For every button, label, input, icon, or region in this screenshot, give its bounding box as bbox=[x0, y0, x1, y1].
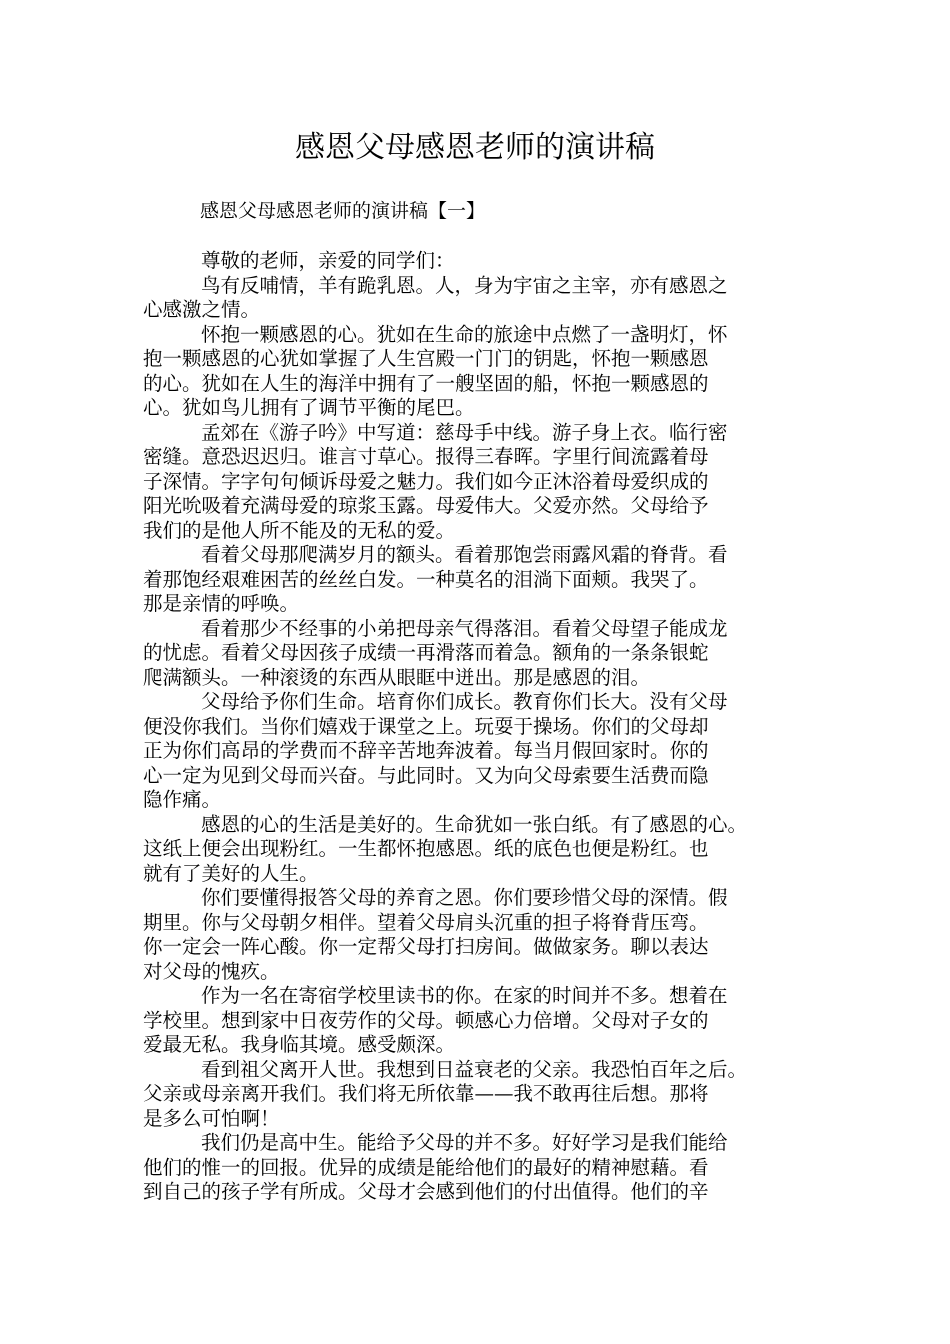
paragraph-line: 心一定为见到父母而兴奋。与此同时。又为向父母索要生活费而隐 bbox=[143, 763, 709, 787]
paragraph-line: 那是亲情的呼唤。 bbox=[143, 592, 300, 615]
paragraph-line: 便没你我们。当你们嬉戏于课堂之上。玩耍于操场。你们的父母却 bbox=[143, 714, 709, 738]
page-title: 感恩父母感恩老师的演讲稿 bbox=[295, 130, 655, 165]
paragraph-line: 的心。犹如在人生的海洋中拥有了一艘坚固的船，怀抱一颗感恩的 bbox=[143, 371, 709, 395]
paragraph bbox=[143, 617, 813, 691]
paragraph-line: 尊敬的老师，亲爱的同学们： bbox=[201, 249, 455, 272]
paragraph-line: 父亲或母亲离开我们。我们将无所依靠——我不敢再往后想。那将 bbox=[143, 1082, 709, 1105]
paragraph-line: 爬满额头。一种滚烫的东西从眼眶中迸出。那是感恩的泪。 bbox=[143, 665, 651, 689]
paragraph-line: 怀抱一颗感恩的心。犹如在生命的旅途中点燃了一盏明灯，怀 bbox=[201, 322, 728, 346]
paragraph-line: 是多么可怕啊！ bbox=[143, 1106, 280, 1130]
paragraph-line: 的忧虑。看着父母因孩子成绩一再滑落而着急。额角的一条条银蛇 bbox=[143, 641, 709, 664]
paragraph-line: 心。犹如鸟儿拥有了调节平衡的尾巴。 bbox=[143, 396, 475, 419]
paragraph bbox=[143, 886, 813, 984]
paragraph bbox=[143, 690, 813, 813]
paragraph-line: 到自己的孩子学有所成。父母才会感到他们的付出值得。他们的辛 bbox=[143, 1180, 709, 1203]
paragraph-line: 学校里。想到家中日夜劳作的父母。顿感心力倍增。父母对子女的 bbox=[143, 1008, 709, 1032]
paragraph-line: 看着那少不经事的小弟把母亲气得落泪。看着父母望子能成龙 bbox=[201, 616, 728, 640]
paragraph bbox=[143, 543, 813, 617]
paragraph-line: 感恩的心的生活是美好的。生命犹如一张白纸。有了感恩的心。 bbox=[201, 812, 748, 836]
paragraph-line: 这纸上便会出现粉红。一生都怀抱感恩。纸的底色也便是粉红。也 bbox=[143, 837, 709, 860]
paragraph-line: 着那饱经艰难困苦的丝丝白发。一种莫名的泪淌下面颊。我哭了。 bbox=[143, 567, 709, 591]
paragraph bbox=[143, 274, 813, 323]
paragraph bbox=[143, 421, 813, 544]
paragraph-line: 鸟有反哺情，羊有跪乳恩。人，身为宇宙之主宰，亦有感恩之 bbox=[201, 273, 728, 297]
paragraph-line: 看到祖父离开人世。我想到日益衰老的父亲。我恐怕百年之后。 bbox=[201, 1057, 748, 1081]
paragraph-line: 你们要懂得报答父母的养育之恩。你们要珍惜父母的深情。假 bbox=[201, 886, 728, 909]
paragraph-line: 正为你们高昂的学费而不辞辛苦地奔波着。每当月假回家时。你的 bbox=[143, 739, 709, 762]
paragraph-line: 阳光吮吸着充满母爱的琼浆玉露。母爱伟大。父爱亦然。父母给予 bbox=[143, 494, 709, 517]
paragraph bbox=[143, 249, 813, 274]
paragraph-line: 孟郊在《游子吟》中写道：慈母手中线。游子身上衣。临行密 bbox=[201, 420, 728, 444]
paragraph-line: 心感激之情。 bbox=[143, 298, 261, 321]
paragraph-line: 父母给予你们生命。培育你们成长。教育你们长大。没有父母 bbox=[201, 690, 728, 713]
paragraph-line: 作为一名在寄宿学校里读书的你。在家的时间并不多。想着在 bbox=[201, 984, 728, 1007]
paragraph bbox=[143, 323, 813, 421]
paragraph bbox=[143, 1058, 813, 1132]
paragraph-line: 密缝。意恐迟迟归。谁言寸草心。报得三春晖。字里行间流露着母 bbox=[143, 445, 709, 468]
paragraph-line: 期里。你与父母朝夕相伴。望着父母肩头沉重的担子将脊背压弯。 bbox=[143, 910, 709, 934]
paragraph-line: 我们仍是高中生。能给予父母的并不多。好好学习是我们能给 bbox=[201, 1131, 728, 1154]
paragraph bbox=[143, 984, 813, 1058]
paragraph-line: 就有了美好的人生。 bbox=[143, 861, 319, 885]
paragraph bbox=[143, 1131, 813, 1205]
speech-body bbox=[143, 249, 813, 1205]
paragraph-line: 我们的是他人所不能及的无私的爱。 bbox=[143, 518, 456, 542]
paragraph-line: 子深情。字字句句倾诉母爱之魅力。我们如今正沐浴着母爱织成的 bbox=[143, 469, 709, 493]
paragraph-line: 他们的惟一的回报。优异的成绩是能给他们的最好的精神慰藉。看 bbox=[143, 1155, 709, 1179]
paragraph-line: 抱一颗感恩的心犹如掌握了人生宫殿一门门的钥匙，怀抱一颗感恩 bbox=[143, 347, 709, 370]
section-heading: 感恩父母感恩老师的演讲稿【一】 bbox=[200, 200, 486, 222]
paragraph-line: 隐作痛。 bbox=[143, 788, 222, 811]
paragraph bbox=[143, 813, 813, 887]
paragraph-line: 爱最无私。我身临其境。感受颇深。 bbox=[143, 1033, 456, 1056]
paragraph-line: 对父母的愧疚。 bbox=[143, 959, 280, 983]
paragraph-line: 你一定会一阵心酸。你一定帮父母打扫房间。做做家务。聊以表达 bbox=[143, 935, 709, 958]
paragraph-line: 看着父母那爬满岁月的额头。看着那饱尝雨露风霜的脊背。看 bbox=[201, 543, 728, 566]
